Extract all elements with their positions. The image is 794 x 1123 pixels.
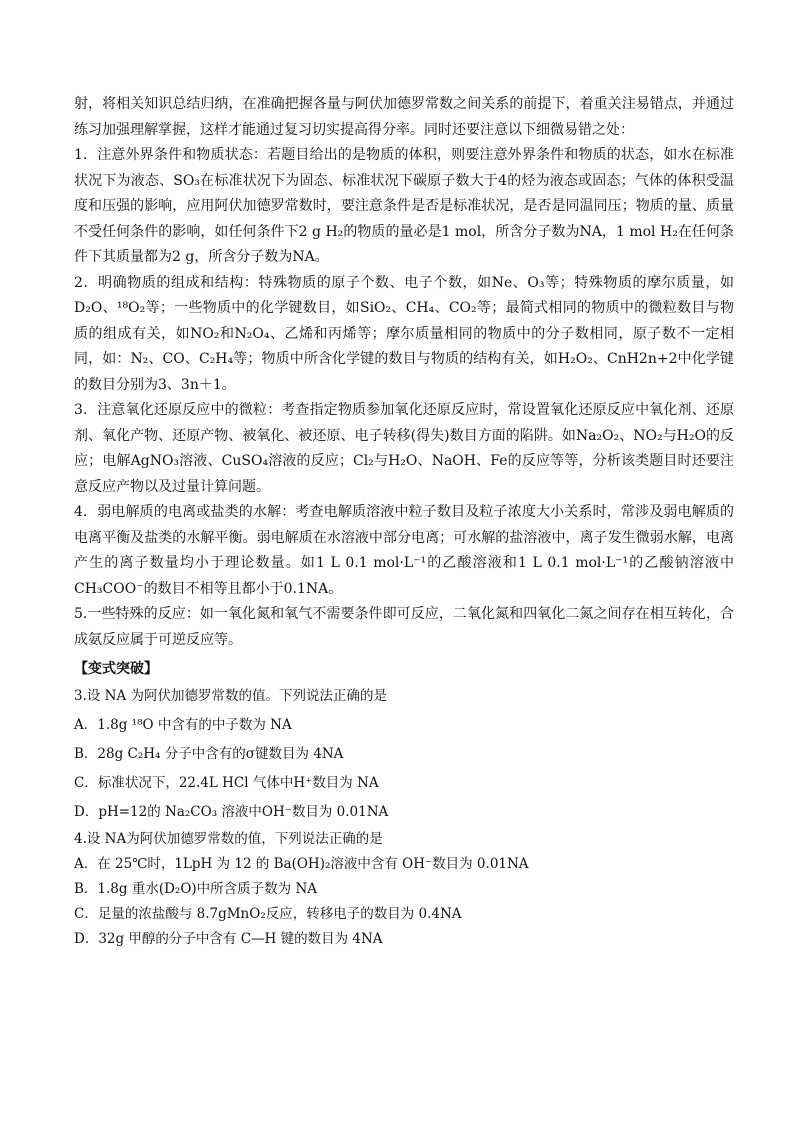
document-page bbox=[74, 92, 734, 952]
question-4-option-a: A．在 25℃时，1LpH 为 12 的 Ba(OH)₂溶液中含有 OH⁻数目为 0.01NA bbox=[74, 856, 529, 872]
point-4-paragraph: 4．弱电解质的电离或盐类的水解：考查电解质溶液中粒子数目及粒子浓度大小关系时，常涉及弱电解质的电离平衡及盐类的水解平衡。弱电解质在水溶液中部分电离；可水解的盐溶液中，离子发生微弱水解，电离产生的离子数量均小于理论数量。如1 L 0.1 mol·L⁻¹的乙酸溶液和1 L 0.1 mol·L⁻¹的乙酸钠溶液中CH₃COO⁻的数目不相等且都小于0.1NA。 bbox=[74, 504, 734, 597]
question-3-option-d: D．pH=12的 Na₂CO₃ 溶液中OH⁻数目为 0.01NA bbox=[74, 804, 389, 820]
question-3-option-a: A．1.8g ¹⁸O 中含有的中子数为 NA bbox=[74, 717, 292, 733]
question-4-stem: 4.设 NA为阿伏加德罗常数的值，下列说法正确的是 bbox=[74, 831, 383, 847]
question-3-option-c: C．标准状况下，22.4L HCl 气体中H⁺数目为 NA bbox=[74, 775, 379, 791]
point-1-paragraph: 1．注意外界条件和物质状态：若题目给出的是物质的体积，则要注意外界条件和物质的状态，如水在标准状况下为液态、SO₃在标准状况下为固态、标准状况下碳原子数大于4的烃为液态或固态；气体的体积受温度和压强的影响，应用阿伏加德罗常数时，要注意条件是否是标准状况，是否是同温同压；物质的量、质量不受任何条件的影响，如任何条件下2 g H₂的物质的量必是1 mol，所含分子数为NA，1 mol H₂在任何条件下其质量都为2 g，所含分子数为NA。 bbox=[74, 147, 734, 265]
question-4-option-d: D．32g 甲醇的分子中含有 C—H 键的数目为 4NA bbox=[74, 931, 383, 947]
point-3-paragraph: 3．注意氧化还原反应中的微粒：考查指定物质参加氧化还原反应时，常设置氧化还原反应中氧化剂、还原剂、氧化产物、还原产物、被氧化、被还原、电子转移(得失)数目方面的陷阱。如Na₂O₂、NO₂与H₂O的反应；电解AgNO₃溶液、CuSO₄溶液的反应；Cl₂与H₂O、NaOH、Fe的反应等等，分析该类题目时还要注意反应产物以及过量计算问题。 bbox=[74, 402, 734, 495]
question-3-stem: 3.设 NA 为阿伏加德罗常数的值。下列说法正确的是 bbox=[74, 688, 388, 704]
question-4-option-c: C．足量的浓盐酸与 8.7gMnO₂反应，转移电子的数目为 0.4NA bbox=[74, 906, 462, 922]
point-2-paragraph: 2．明确物质的组成和结构：特殊物质的原子个数、电子个数，如Ne、O₃等；特殊物质的摩尔质量，如D₂O、¹⁸O₂等；一些物质中的化学键数目，如SiO₂、CH₄、CO₂等；最简式相同的物质中的微粒数目与物质的组成有关，如NO₂和N₂O₄、乙烯和丙烯等；摩尔质量相同的物质中的分子数相同，原子数不一定相同，如：N₂、CO、C₂H₄等；物质中所含化学键的数目与物质的结构有关，如H₂O₂、CnH2n+2中化学键的数目分别为3、3n＋1。 bbox=[74, 274, 734, 393]
intro-paragraph: 射，将相关知识总结归纳，在准确把握各量与阿伏加德罗常数之间关系的前提下，着重关注易错点，并通过练习加强理解掌握，这样才能通过复习切实提高得分率。同时还要注意以下细微易错之处： bbox=[74, 96, 734, 138]
point-5-paragraph: 5.一些特殊的反应：如一氧化氮和氧气不需要条件即可反应，二氧化氮和四氧化二氮之间存在相互转化，合成氨反应属于可逆反应等。 bbox=[74, 606, 734, 648]
question-3 bbox=[74, 682, 734, 827]
question-4-option-b: B．1.8g 重水(D₂O)中所含质子数为 NA bbox=[74, 881, 318, 897]
section-label: 【变式突破】 bbox=[74, 661, 158, 677]
question-4 bbox=[74, 827, 734, 952]
question-3-option-b: B．28g C₂H₄ 分子中含有的σ键数目为 4NA bbox=[74, 746, 344, 762]
